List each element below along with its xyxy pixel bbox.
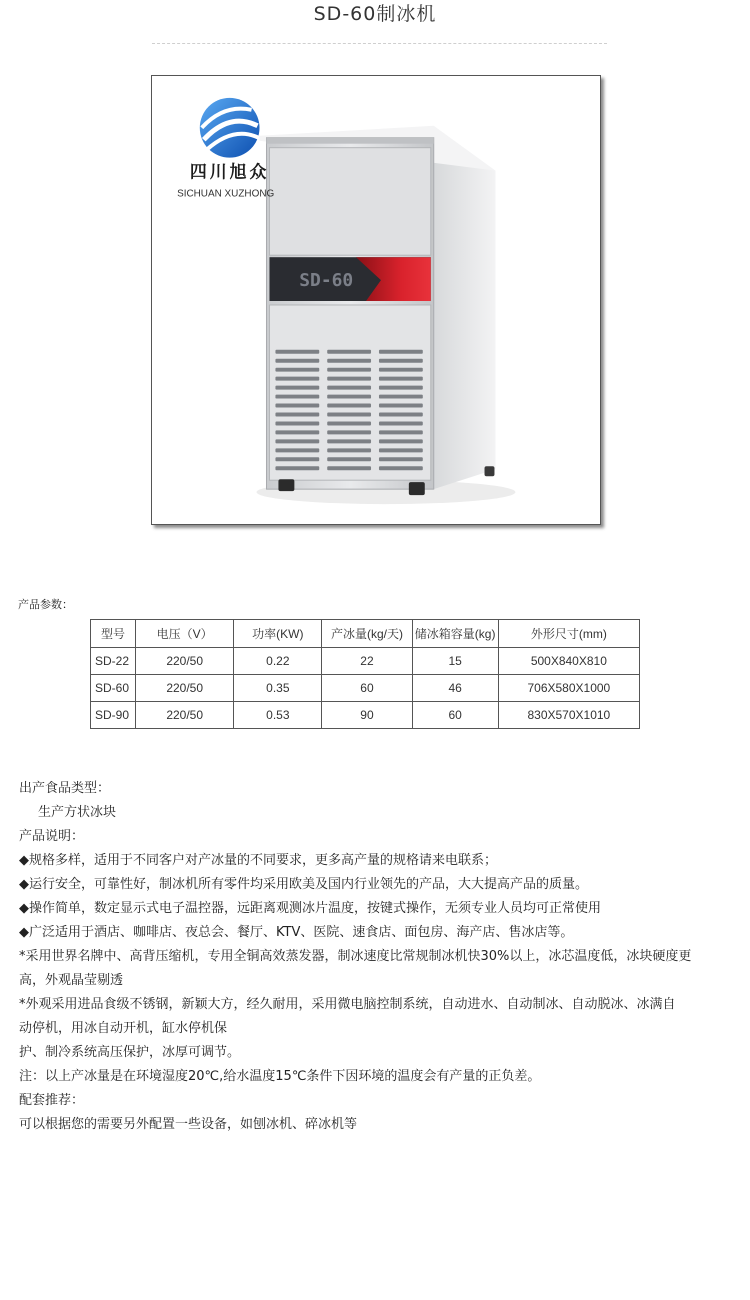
cell-power: 0.35 xyxy=(234,675,322,702)
desc-line: ◆运行安全，可靠性好，制冰机所有零件均采用欧美及国内行业领先的产品，大大提高产品的质量。 xyxy=(19,877,588,892)
logo-text-en: SICHUAN XUZHONG xyxy=(177,188,275,200)
desc-line: 高，外观晶莹剔透 xyxy=(19,973,124,988)
cell-dimensions: 830X570X1010 xyxy=(498,702,639,729)
header-dimensions: 外形尺寸(mm) xyxy=(498,620,639,648)
product-description xyxy=(19,777,737,1137)
table-row xyxy=(91,648,640,675)
cell-power: 0.53 xyxy=(234,702,322,729)
cell-power: 0.22 xyxy=(234,648,322,675)
product-image xyxy=(151,75,601,525)
config-value: 可以根据您的需要另外配置一些设备，如刨冰机、碎冰机等 xyxy=(19,1117,358,1132)
desc-line: *采用世界名牌中、高背压缩机，专用全铜高效蒸发器，制冰速度比常规制冰机快30%以上，冰芯温度低，冰块硬度更 xyxy=(19,949,692,964)
header-power: 功率(KW) xyxy=(234,620,322,648)
logo-text-cn: 四川旭众 xyxy=(189,161,270,182)
header-ice-output: 产冰量(kg/天) xyxy=(322,620,412,648)
cell-model: SD-22 xyxy=(91,648,136,675)
cell-model: SD-90 xyxy=(91,702,136,729)
table-header-row xyxy=(91,620,640,648)
desc-note: 注：以上产冰量是在环境湿度20℃,给水温度15℃条件下因环境的温度会有产量的正负差。 xyxy=(19,1069,541,1084)
product-desc-label: 产品说明： xyxy=(19,829,85,844)
panel-label: SD-60 xyxy=(299,270,354,292)
cell-storage: 15 xyxy=(412,648,498,675)
page-title: SD-60制冰机 xyxy=(313,3,437,25)
cell-voltage: 220/50 xyxy=(136,648,234,675)
table-row xyxy=(91,702,640,729)
desc-line: *外观采用进品食级不锈钢，新颖大方，经久耐用，采用微电脑控制系统，自动进水、自动制冰、自动脱冰、冰满自 xyxy=(19,997,676,1012)
cell-ice-output: 90 xyxy=(322,702,412,729)
cell-dimensions: 706X580X1000 xyxy=(498,675,639,702)
desc-line: ◆操作简单，数定显示式电子温控器，远距离观测冰片温度，按键式操作，无须专业人员均可正常使用 xyxy=(19,901,601,916)
cell-storage: 46 xyxy=(412,675,498,702)
spec-table xyxy=(90,619,640,729)
params-label: 产品参数： xyxy=(18,598,73,611)
cell-ice-output: 60 xyxy=(322,675,412,702)
title-divider xyxy=(152,43,607,44)
cell-model: SD-60 xyxy=(91,675,136,702)
cell-ice-output: 22 xyxy=(322,648,412,675)
table-row xyxy=(91,675,640,702)
header-model: 型号 xyxy=(91,620,136,648)
config-label: 配套推荐： xyxy=(19,1093,85,1108)
desc-line: 动停机，用冰自动开机，缸水停机保 xyxy=(19,1021,228,1036)
cell-voltage: 220/50 xyxy=(136,702,234,729)
food-type-value: 生产方状冰块 xyxy=(38,805,117,820)
header-voltage: 电压（V） xyxy=(136,620,234,648)
cell-dimensions: 500X840X810 xyxy=(498,648,639,675)
desc-line: ◆广泛适用于酒店、咖啡店、夜总会、餐厅、KTV、医院、速食店、面包房、海产店、售冰店等。 xyxy=(19,925,574,940)
brand-logo-icon xyxy=(200,98,260,158)
desc-line: ◆规格多样，适用于不同客户对产冰量的不同要求，更多高产量的规格请来电联系； xyxy=(19,853,497,868)
cell-voltage: 220/50 xyxy=(136,675,234,702)
food-type-label: 出产食品类型： xyxy=(19,781,111,796)
cell-storage: 60 xyxy=(412,702,498,729)
desc-line: 护、制冷系统高压保护，冰厚可调节。 xyxy=(19,1045,241,1060)
header-storage: 储冰箱容量(kg) xyxy=(412,620,498,648)
